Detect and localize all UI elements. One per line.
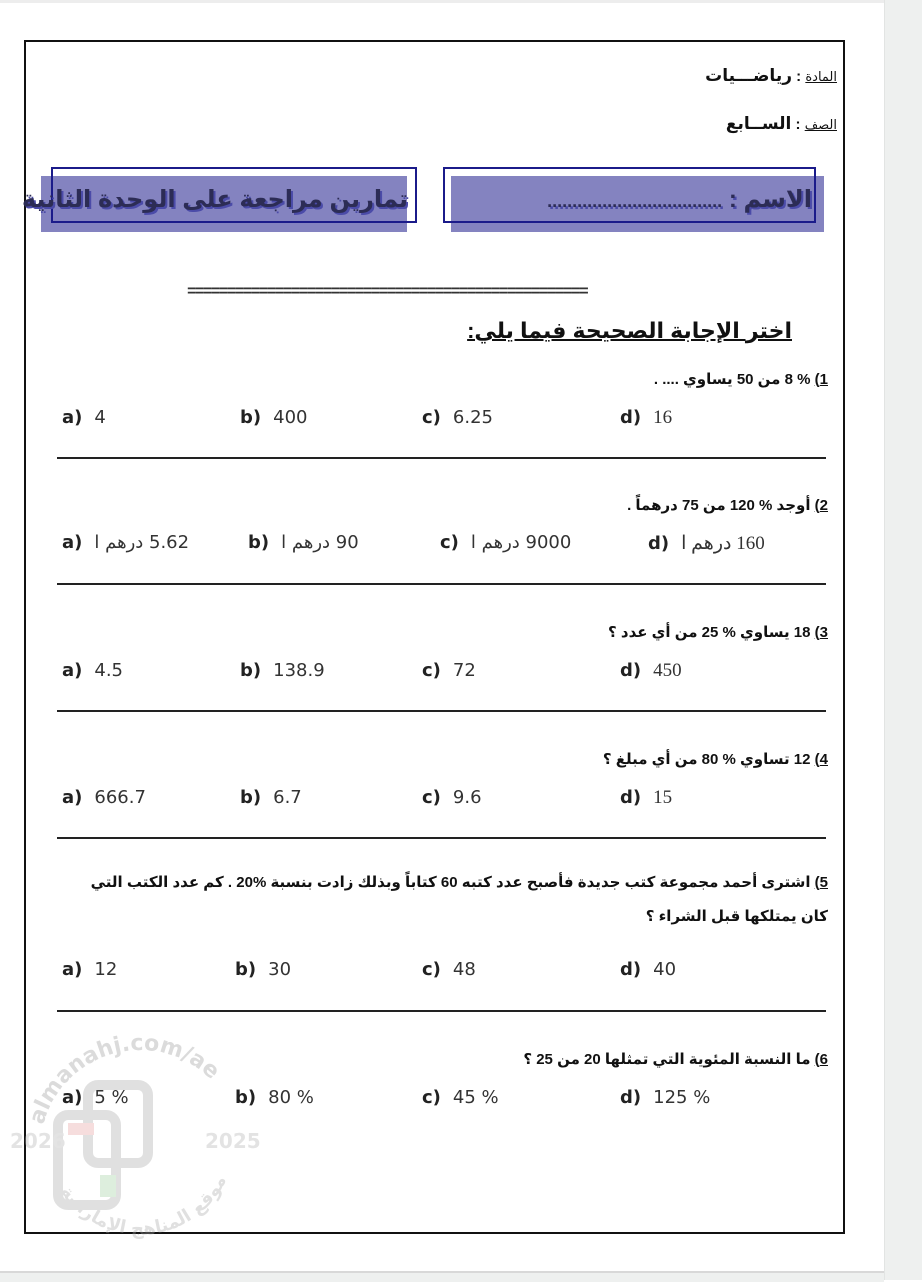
option-letter: c) bbox=[422, 787, 441, 808]
name-field[interactable] bbox=[547, 185, 812, 214]
option-c[interactable] bbox=[440, 532, 571, 553]
question-2 bbox=[627, 496, 828, 514]
subject-separator: : bbox=[792, 68, 806, 85]
option-letter: a) bbox=[62, 532, 83, 553]
option-letter: c) bbox=[440, 532, 459, 553]
option-c[interactable] bbox=[422, 660, 476, 681]
option-d[interactable] bbox=[620, 959, 676, 980]
option-value: 125 % bbox=[653, 1087, 711, 1108]
option-value: 5.62 درهم ا bbox=[94, 532, 190, 553]
subject-line bbox=[705, 66, 837, 86]
question-number: 2) bbox=[814, 497, 828, 514]
question-separator bbox=[57, 583, 826, 585]
option-a[interactable] bbox=[62, 532, 189, 553]
option-letter: c) bbox=[422, 959, 441, 980]
option-letter: c) bbox=[422, 407, 441, 428]
viewer-top-edge bbox=[0, 0, 884, 3]
question-1 bbox=[654, 370, 828, 388]
option-letter: a) bbox=[62, 787, 83, 808]
option-value: 138.9 bbox=[273, 660, 325, 681]
option-b[interactable] bbox=[235, 959, 291, 980]
question-text: % 8 من 50 يساوي .... . bbox=[653, 371, 811, 388]
option-letter: b) bbox=[240, 660, 262, 681]
viewer-bottom-edge bbox=[0, 1271, 884, 1282]
option-letter: d) bbox=[620, 660, 642, 681]
option-b[interactable] bbox=[240, 407, 307, 428]
question-4 bbox=[603, 750, 828, 768]
question-5 bbox=[80, 866, 828, 934]
option-a[interactable] bbox=[62, 959, 117, 980]
option-value: 450 bbox=[653, 660, 682, 681]
option-d[interactable] bbox=[620, 787, 672, 809]
question-separator bbox=[57, 1010, 826, 1012]
question-3 bbox=[608, 623, 828, 641]
option-letter: b) bbox=[235, 1087, 257, 1108]
name-placeholder: ................................... bbox=[547, 191, 723, 211]
question-text: ما النسبة المئوية التي تمثلها 20 من 25 ؟ bbox=[523, 1051, 811, 1068]
watermark-year-left: 2026 bbox=[10, 1129, 66, 1153]
option-letter: b) bbox=[240, 787, 262, 808]
option-value: 4.5 bbox=[94, 660, 124, 681]
question-number: 6) bbox=[814, 1051, 828, 1068]
question-text: 12 تساوي % 80 من أي مبلغ ؟ bbox=[602, 751, 811, 768]
option-c[interactable] bbox=[422, 787, 482, 808]
option-b[interactable] bbox=[248, 532, 359, 553]
option-value: 15 bbox=[653, 787, 673, 808]
option-d[interactable] bbox=[620, 407, 672, 429]
question-number: 3) bbox=[814, 624, 828, 641]
question-separator bbox=[57, 837, 826, 839]
option-a[interactable] bbox=[62, 1087, 129, 1108]
option-letter: b) bbox=[248, 532, 270, 553]
option-letter: b) bbox=[235, 959, 257, 980]
question-text: أوجد % 120 من 75 درهماً . bbox=[627, 497, 811, 514]
option-d[interactable] bbox=[620, 660, 682, 682]
option-letter: d) bbox=[648, 533, 670, 554]
option-value: 160 درهم ا bbox=[681, 533, 765, 554]
grade-separator: : bbox=[791, 116, 805, 133]
grade-line bbox=[726, 114, 837, 134]
option-d[interactable] bbox=[648, 532, 765, 555]
option-value: 80 % bbox=[268, 1087, 314, 1108]
option-letter: b) bbox=[240, 407, 262, 428]
option-value: 90 درهم ا bbox=[281, 532, 359, 553]
grade-label: الصف bbox=[804, 117, 837, 132]
question-separator bbox=[57, 457, 826, 459]
option-letter: d) bbox=[620, 959, 642, 980]
option-value: 6.25 bbox=[452, 407, 493, 428]
vertical-scrollbar[interactable] bbox=[884, 0, 922, 1280]
question-separator bbox=[57, 710, 826, 712]
question-6 bbox=[523, 1050, 828, 1068]
option-letter: a) bbox=[62, 1087, 83, 1108]
option-value: 9000 درهم ا bbox=[470, 532, 572, 553]
option-letter: d) bbox=[620, 407, 642, 428]
option-c[interactable] bbox=[422, 407, 493, 428]
option-letter: c) bbox=[422, 1087, 441, 1108]
option-value: 9.6 bbox=[452, 787, 482, 808]
option-letter: d) bbox=[620, 1087, 642, 1108]
option-letter: c) bbox=[422, 660, 441, 681]
question-number: 5) bbox=[814, 874, 828, 891]
subject-label: المادة bbox=[805, 69, 837, 84]
option-b[interactable] bbox=[240, 660, 325, 681]
option-value: 400 bbox=[273, 407, 308, 428]
name-label: الاسم : bbox=[728, 186, 812, 213]
option-a[interactable] bbox=[62, 660, 123, 681]
instruction-heading: اختر الإجابة الصحيحة فيما يلي: bbox=[467, 318, 792, 343]
question-number: 4) bbox=[814, 751, 828, 768]
option-value: 666.7 bbox=[94, 787, 146, 808]
option-value: 5 % bbox=[94, 1087, 129, 1108]
option-value: 12 bbox=[94, 959, 118, 980]
option-value: 16 bbox=[653, 407, 673, 428]
option-a[interactable] bbox=[62, 407, 106, 428]
worksheet-title: تمارين مراجعة على الوحدة الثانية bbox=[21, 186, 408, 213]
option-d[interactable] bbox=[620, 1087, 710, 1108]
option-value: 6.7 bbox=[273, 787, 302, 808]
option-a[interactable] bbox=[62, 787, 146, 808]
option-value: 72 bbox=[452, 660, 476, 681]
question-number: 1) bbox=[814, 371, 828, 388]
grade-value: الســابع bbox=[725, 114, 792, 133]
option-value: 4 bbox=[94, 407, 106, 428]
option-letter: a) bbox=[62, 959, 83, 980]
question-text: اشترى أحمد مجموعة كتب جديدة فأصبح عدد كتبه 60 كتاباً وبذلك زادت بنسبة %20 . كم عدد الكتب التي كان يمتلكها قبل الشراء ؟ bbox=[90, 874, 828, 925]
question-text: 18 يساوي % 25 من أي عدد ؟ bbox=[608, 624, 811, 641]
option-value: 30 bbox=[268, 959, 292, 980]
equals-divider: ================================================== bbox=[187, 283, 588, 301]
subject-value: رياضـــيات bbox=[705, 66, 792, 85]
option-letter: a) bbox=[62, 407, 83, 428]
option-value: 45 % bbox=[452, 1087, 499, 1108]
option-letter: a) bbox=[62, 660, 83, 681]
watermark-arabic: موقع المناهج الإماراتية bbox=[56, 1171, 231, 1240]
option-b[interactable] bbox=[235, 1087, 314, 1108]
option-value: 40 bbox=[653, 959, 677, 980]
option-value: 48 bbox=[452, 959, 476, 980]
option-b[interactable] bbox=[240, 787, 302, 808]
watermark-site: almanahj.com/ae bbox=[24, 1030, 225, 1128]
option-letter: d) bbox=[620, 787, 642, 808]
watermark-year-right: 2025 bbox=[205, 1129, 261, 1153]
option-c[interactable] bbox=[422, 959, 476, 980]
option-c[interactable] bbox=[422, 1087, 499, 1108]
